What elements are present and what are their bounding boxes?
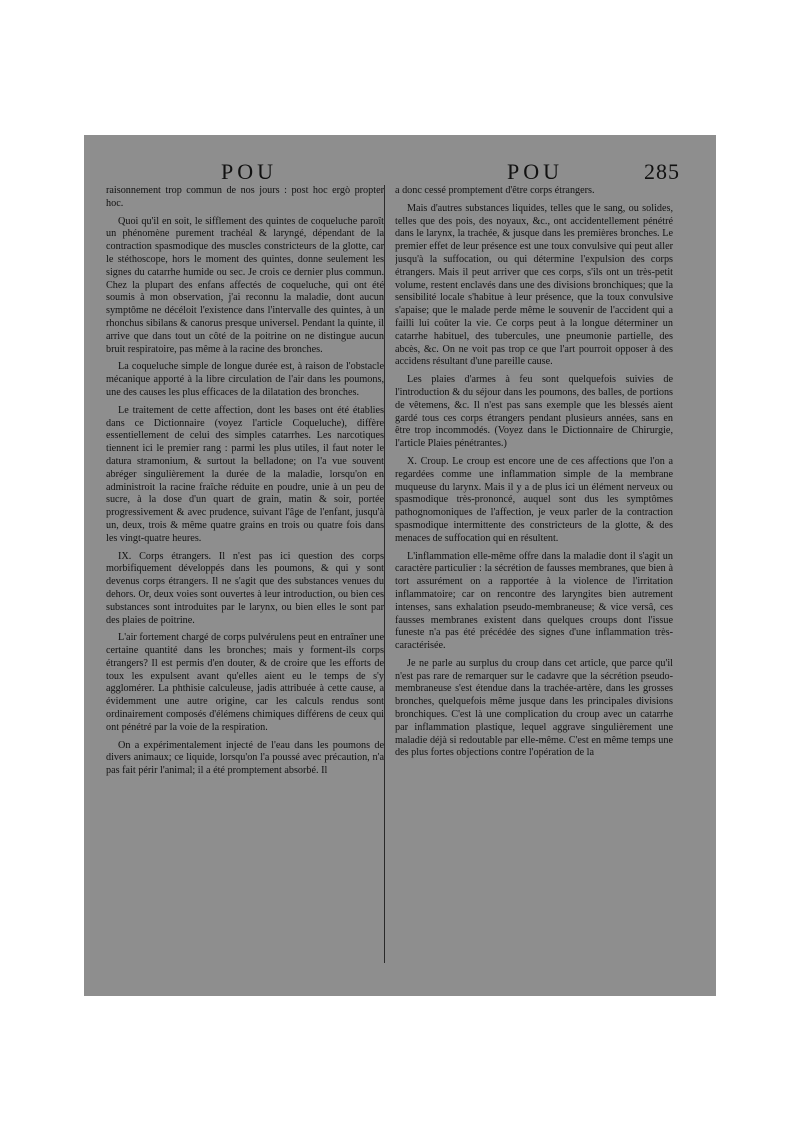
paragraph: raisonnement trop commun de nos jours : post hoc ergò propter hoc. — [106, 185, 384, 209]
paragraph: Quoi qu'il en soit, le sifflement des quintes de coqueluche paroît un phénomène purement trachéal & laryngé, dépendant de la contraction spasmodique des muscles constricteurs de la glotte, car le stéthoscope, hors le moment des quintes, donne seulement les signes du catarrhe humide ou sec. Je crois ce dernier plus commun. Chez la plupart des enfans affectés de coqueluche, qui ont été soumis à mon observation, j'ai reconnu la maladie, dont aucun symptôme ne décéloit l'existence dans l'intervalle des quintes, à un rhonchus sibilans & canorus presque universel. Pendant la quinte, il arrive que dans tout un côté de la poitrine on ne distingue aucun bruit respiratoire, pas même à la racine des bronches. — [106, 215, 384, 355]
paragraph: L'inflammation elle-même offre dans la maladie dont il s'agit un caractère particulier : la sécrétion de fausses membranes, que bien à tort assurément on a rapportée à la violence de l'irritation inflammatoire; car on rencontre des laryngites bien autrement intenses, sans exhalation pseudo-membraneuse; & vice versâ, ces fausses membranes existent dans quelques croups dont l'issue funeste n'a pas été précédée des signes d'une inflammation très-caractérisée. — [395, 550, 673, 652]
paragraph: a donc cessé promptement d'être corps étrangers. — [395, 185, 595, 196]
section-x-paragraph: X. Croup. Le croup est encore une de ces affections que l'on a regardées comme une inflammation simple de la membrane muqueuse du larynx. Mais il y a de plus ici un élément nerveux ou spasmodique très-prononcé, auquel sont dus les symptômes pathognomoniques de l'affection, je veux parler de la contraction spasmodique intermittente des constricteurs de la glotte, & des menaces de suffocation qui en résultent. — [395, 455, 673, 544]
running-head-right: POU — [507, 159, 564, 184]
right-column — [395, 185, 673, 970]
paragraph: L'air fortement chargé de corps pulvérulens peut en entraîner une certaine quantité dans les bronches; mais y forment-ils corps étrangers? Il est permis d'en douter, & de croire que les efforts de toux les expulsent avant qu'elles aient eu le temps de s'y agglomérer. La phthisie calculeuse, jadis attribuée à cette cause, a évidemment une autre origine, car les calculs rendus sont ordinairement composés d'élémens chimiques différens de ceux qui ont pénétré par la voie de la respiration. — [106, 632, 384, 733]
page-number: 285 — [644, 159, 680, 184]
column-divider — [384, 185, 385, 963]
paragraph: On a expérimentalement injecté de l'eau dans les poumons de divers animaux; ce liquide, lorsqu'on l'a poussé avec précaution, n'a pas fait périr l'animal; il a été promptement absorbé. Il — [106, 739, 384, 777]
section-ix-paragraph: IX. Corps étrangers. Il n'est pas ici question des corps morbifiquement développés dans les poumons, & qui y sont devenus corps étrangers. Il ne s'agit que des substances venues du dehors. Or, deux voies sont ouvertes à leur introduction, ou bien ces substances sont introduites par le larynx, ou bien elles le sont par des plaies de poitrine. — [106, 550, 384, 626]
paragraph: Le traitement de cette affection, dont les bases ont été établies dans ce Dictionnaire (voyez l'article Coqueluche), diffère essentiellement de celui des simples catarrhes. Les narcotiques tiennent ici le premier rang : parmi les plus utiles, il faut noter le datura stramonium, & surtout la belladone; on l'a vue souvent abréger singulièrement la durée de la maladie, lorsqu'on en administroit la racine fraîche réduite en poudre, unie à un peu de sucre, à la dose d'un quart de grain, matin & soir, portée progressivement & avec prudence, suivant l'âge de l'enfant, jusqu'à un, deux, trois & même quatre grains en trois ou quatre fois dans les vingt-quatre heures. — [106, 404, 384, 544]
paragraph: Mais d'autres substances liquides, telles que le sang, ou solides, telles que des pois, des noyaux, &c., ont accidentellement pénétré dans le larynx, la trachée, & jusque dans les premières bronches. Le premier effet de leur présence est une toux convulsive qui peut aller jusqu'à la suffocation, ou qui détermine l'expulsion des corps étrangers. Mais il peut arriver que ces corps, s'ils ont un très-petit volume, restent enclavés dans une des divisions bronchiques; que la sensibilité locale s'habitue à leur présence, que la toux convulsive s'apaise; que le malade perde même le souvenir de l'accident qui a failli lui coûter la vie. Ce corps peut à la longue déterminer un catarrhe habituel, des tubercules, une pneumonie partielle, des abcès, &c. On ne voit pas trop ce que l'art pourroit opposer à des accidens résultant d'une pareille cause. — [395, 202, 673, 368]
paragraph: Je ne parle au surplus du croup dans cet article, que parce qu'il n'est pas rare de remarquer sur le cadavre que la sécrétion pseudo-membraneuse s'est étendue dans la trachée-artère, dans les grosses bronches, quelquefois même jusque dans les principales divisions bronchiques. C'est là une complication du croup avec un catarrhe par inflammation plastique, lequel aggrave singulièrement une maladie déjà si redoutable par elle-même. C'est en même temps une des plus fortes objections contre l'opération de la — [395, 657, 673, 759]
running-head-left: POU — [221, 159, 278, 184]
scanned-page — [84, 135, 716, 996]
left-column — [106, 185, 384, 970]
paragraph: La coqueluche simple de longue durée est, à raison de l'obstacle mécanique apporté à la libre circulation de l'air dans les poumons, une des causes les plus efficaces de la dilatation des bronches. — [106, 361, 384, 398]
paragraph: Les plaies d'armes à feu sont quelquefois suivies de l'introduction & du séjour dans les poumons, des balles, de portions de vêtemens, &c. Il n'est pas sans exemple que les blessés aient gardé tous ces corps étrangers pendant plusieurs années, sans en être trop incommodés. (Voyez dans le Dictionnaire de Chirurgie, l'article Plaies pénétrantes.) — [395, 374, 673, 450]
page-header — [84, 159, 716, 185]
